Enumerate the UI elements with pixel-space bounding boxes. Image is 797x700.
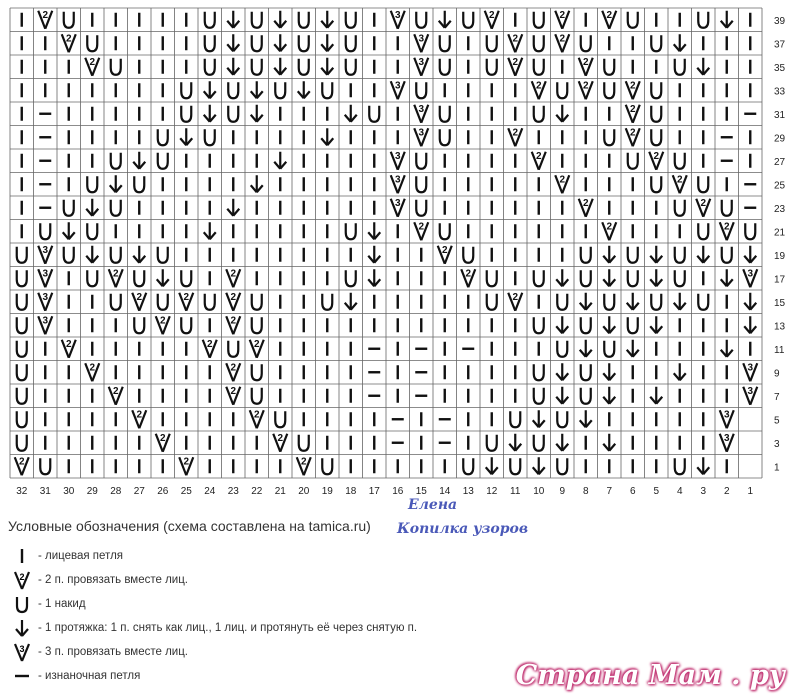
k3tog-number: 3 (42, 268, 49, 280)
yarn-over (722, 247, 732, 263)
yarn-over (228, 106, 238, 122)
row-number-label: 13 (774, 321, 786, 333)
yarn-over (534, 435, 544, 451)
column-number-label: 24 (204, 486, 216, 497)
row-number-label: 5 (774, 415, 780, 427)
yarn-over (698, 223, 708, 239)
column-number-label: 31 (39, 486, 51, 497)
yarn-over (205, 35, 215, 51)
yarn-over (463, 12, 473, 28)
column-number-label: 18 (345, 486, 357, 497)
brand-watermark: Страна Мам . ру (515, 660, 785, 691)
yarn-over (534, 317, 544, 333)
k2tog-number: 2 (559, 174, 566, 186)
yarn-over (534, 12, 544, 28)
yarn-over (369, 106, 379, 122)
yarn-over (534, 388, 544, 404)
yarn-over (17, 294, 27, 310)
yarn-over (134, 270, 144, 286)
author-signature: Елена (408, 497, 458, 513)
yarn-over (698, 12, 708, 28)
yarn-over (604, 129, 614, 145)
k3tog-number: 3 (723, 409, 730, 421)
yarn-over (299, 435, 309, 451)
column-number-label: 1 (747, 486, 754, 497)
yarn-over (346, 270, 356, 286)
yarn-over (487, 270, 497, 286)
k3tog-number: 3 (747, 385, 754, 397)
yarn-over (17, 341, 27, 357)
k2tog-number: 2 (559, 9, 566, 21)
k2tog-number: 2 (230, 291, 237, 303)
row-number-label: 7 (774, 391, 780, 403)
yarn-over (252, 364, 262, 380)
k3tog-number: 3 (394, 150, 401, 162)
k3tog-number: 3 (394, 174, 401, 186)
yarn-over (628, 270, 638, 286)
k2tog-number: 2 (488, 9, 495, 21)
yarn-over (440, 106, 450, 122)
svg-text:3: 3 (19, 644, 25, 654)
yarn-over (675, 200, 685, 216)
column-number-label: 5 (653, 486, 660, 497)
k2tog-number: 2 (441, 244, 448, 256)
column-number-label: 22 (251, 486, 263, 497)
yarn-over (557, 411, 567, 427)
k2tog-number: 2 (606, 221, 613, 233)
yarn-over (416, 200, 426, 216)
k2tog-number: 2 (159, 432, 166, 444)
row-number-label: 17 (774, 274, 786, 286)
yarn-over (64, 200, 74, 216)
row-number-label: 3 (774, 438, 780, 450)
yarn-over (299, 35, 309, 51)
yarn-over (205, 294, 215, 310)
yarn-over (581, 317, 591, 333)
yarn-over (64, 12, 74, 28)
yarn-over (252, 317, 262, 333)
k3tog-number: 3 (418, 103, 425, 115)
yarn-over (628, 247, 638, 263)
k2tog-number: 2 (582, 197, 589, 209)
yarn-over (651, 294, 661, 310)
yarn-over (487, 35, 497, 51)
yarn-over (581, 388, 591, 404)
k2tog-number: 2 (465, 268, 472, 280)
yarn-over (111, 153, 121, 169)
yarn-over (228, 82, 238, 98)
yarn-over (275, 82, 285, 98)
yarn-over (675, 247, 685, 263)
column-number-label: 7 (606, 486, 613, 497)
yarn-over (87, 176, 97, 192)
row-number-label: 19 (774, 250, 786, 262)
yarn-over (87, 270, 97, 286)
k2tog-number: 2 (42, 9, 49, 21)
yarn-over (557, 294, 567, 310)
row-number-label: 9 (774, 368, 780, 380)
yarn-over (17, 317, 27, 333)
k2tog-number: 2 (535, 80, 542, 92)
yarn-over (181, 106, 191, 122)
yarn-over (134, 176, 144, 192)
k2tog-number: 2 (582, 56, 589, 68)
k3tog-number: 3 (42, 244, 49, 256)
k2tog-number: 2 (723, 221, 730, 233)
k3tog-number: 3 (418, 33, 425, 45)
yarn-over (675, 458, 685, 474)
yarn-over (111, 59, 121, 75)
yarn-over (416, 82, 426, 98)
k3tog-number: 3 (418, 56, 425, 68)
column-number-label: 20 (298, 486, 310, 497)
k2tog-number: 2 (277, 432, 284, 444)
k2tog-number: 2 (418, 221, 425, 233)
row-number-label: 1 (774, 462, 780, 474)
k2tog-number: 2 (183, 291, 190, 303)
k3tog-number: 3 (723, 432, 730, 444)
k2tog-number: 2 (629, 103, 636, 115)
column-number-label: 32 (16, 486, 28, 497)
legend (8, 545, 568, 695)
yarn-over (487, 294, 497, 310)
yarn-over (111, 247, 121, 263)
yarn-over (158, 294, 168, 310)
yarn-over (581, 364, 591, 380)
row-number-label: 31 (774, 109, 786, 121)
yarn-over (722, 200, 732, 216)
yarn-over (87, 35, 97, 51)
yarn-over (17, 435, 27, 451)
k2tog-number: 2 (253, 338, 260, 350)
yarn-over (346, 223, 356, 239)
k3tog-number: 3 (42, 315, 49, 327)
yarn-over (111, 200, 121, 216)
yarn-over (440, 59, 450, 75)
yarn-over (181, 317, 191, 333)
column-number-label: 25 (180, 486, 192, 497)
k2tog-number: 2 (230, 385, 237, 397)
yarn-over (675, 59, 685, 75)
row-number-label: 35 (774, 62, 786, 74)
yarn-over (463, 247, 473, 263)
legend-item-knit: - лицевая петля (8, 545, 123, 567)
k2tog-number: 2 (512, 127, 519, 139)
yarn-over (299, 12, 309, 28)
yarn-over (17, 247, 27, 263)
yarn-over (651, 35, 661, 51)
yarn-over (581, 247, 591, 263)
k2tog-number: 2 (512, 33, 519, 45)
yarn-over (17, 364, 27, 380)
yarn-over (604, 82, 614, 98)
k3tog-number: 3 (747, 268, 754, 280)
yarn-over-icon (8, 593, 36, 615)
row-number-label: 39 (774, 15, 786, 27)
k2tog-number: 2 (183, 456, 190, 468)
yarn-over (628, 153, 638, 169)
k3tog-icon (8, 641, 36, 663)
row-number-label: 21 (774, 227, 786, 239)
yarn-over (158, 153, 168, 169)
yarn-over (510, 458, 520, 474)
k2tog-number: 2 (206, 338, 213, 350)
yarn-over (205, 12, 215, 28)
k2tog-number: 2 (629, 127, 636, 139)
column-number-label: 9 (559, 486, 566, 497)
yarn-over (299, 59, 309, 75)
yarn-over (416, 176, 426, 192)
row-number-label: 37 (774, 39, 786, 51)
column-number-label: 27 (133, 486, 145, 497)
yarn-over (604, 294, 614, 310)
svg-text:2: 2 (19, 572, 25, 582)
k2tog-number: 2 (136, 409, 143, 421)
column-number-label: 15 (415, 486, 427, 497)
yarn-over (440, 223, 450, 239)
yarn-over (87, 223, 97, 239)
k2tog-number: 2 (230, 362, 237, 374)
k2tog-number: 2 (700, 197, 707, 209)
k2tog-number: 2 (676, 174, 683, 186)
column-number-label: 28 (110, 486, 122, 497)
yarn-over (534, 270, 544, 286)
yarn-over (252, 59, 262, 75)
column-number-label: 23 (227, 486, 239, 497)
k3tog-number: 3 (394, 197, 401, 209)
column-number-label: 2 (723, 486, 730, 497)
yarn-over (557, 458, 567, 474)
k2tog-number: 2 (512, 291, 519, 303)
legend-item-yo: - 1 накид (8, 593, 86, 615)
k2tog-icon (8, 569, 36, 591)
k2tog-number: 2 (112, 385, 119, 397)
yarn-over (534, 59, 544, 75)
column-number-label: 10 (533, 486, 545, 497)
yarn-over (487, 435, 497, 451)
k2tog-number: 2 (89, 362, 96, 374)
collection-signature: Копилка узоров (397, 521, 529, 537)
yarn-over (17, 388, 27, 404)
yarn-over (745, 223, 755, 239)
k2tog-number: 2 (230, 315, 237, 327)
legend-item-purl: - изнаночная петля (8, 665, 140, 687)
column-number-label: 13 (462, 486, 474, 497)
yarn-over (346, 35, 356, 51)
column-number-label: 11 (510, 486, 521, 497)
yarn-over (275, 411, 285, 427)
yarn-over (557, 82, 567, 98)
column-number-label: 3 (700, 486, 707, 497)
yarn-over (604, 341, 614, 357)
yarn-over (628, 317, 638, 333)
k2tog-number: 2 (159, 315, 166, 327)
yarn-over (534, 364, 544, 380)
purl-stitch-icon (8, 665, 36, 687)
yarn-over (252, 35, 262, 51)
yarn-over (534, 35, 544, 51)
legend-item-k2tog: 2 - 2 п. провязать вместе лиц. (8, 569, 188, 591)
yarn-over (440, 35, 450, 51)
yarn-over (698, 176, 708, 192)
yarn-over (40, 223, 50, 239)
yarn-over (510, 411, 520, 427)
yarn-over (158, 129, 168, 145)
yarn-over (181, 82, 191, 98)
column-number-label: 6 (629, 486, 636, 497)
column-number-label: 12 (486, 486, 498, 497)
k2tog-number: 2 (89, 56, 96, 68)
k3tog-number: 3 (394, 80, 401, 92)
row-number-label: 15 (774, 297, 786, 309)
k2tog-number: 2 (535, 150, 542, 162)
column-number-label: 8 (582, 486, 589, 497)
yarn-over (64, 247, 74, 263)
yarn-over (698, 294, 708, 310)
row-number-label: 23 (774, 203, 786, 215)
yarn-over (675, 153, 685, 169)
k3tog-number: 3 (394, 9, 401, 21)
yarn-over (17, 270, 27, 286)
k3tog-number: 3 (42, 291, 49, 303)
k2tog-number: 2 (112, 268, 119, 280)
yarn-over (440, 129, 450, 145)
row-number-label: 27 (774, 156, 786, 168)
column-number-label: 16 (392, 486, 404, 497)
row-number-label: 33 (774, 86, 786, 98)
yarn-over (651, 129, 661, 145)
yarn-over (416, 12, 426, 28)
row-number-label: 25 (774, 180, 786, 192)
yarn-over (158, 247, 168, 263)
yarn-over (487, 59, 497, 75)
column-number-label: 21 (274, 486, 286, 497)
yarn-over (252, 388, 262, 404)
yarn-over (581, 270, 591, 286)
k3tog-number: 3 (418, 127, 425, 139)
column-number-label: 19 (321, 486, 333, 497)
yarn-over (252, 294, 262, 310)
legend-item-k3tog: 3 - 3 п. провязать вместе лиц. (8, 641, 188, 663)
k2tog-number: 2 (606, 9, 613, 21)
column-number-label: 17 (368, 486, 380, 497)
row-number-label: 11 (774, 344, 785, 356)
legend-item-ssk: - 1 протяжка: 1 п. снять как лиц., 1 лиц. и протянуть её через снятую п. (8, 617, 417, 639)
k2tog-number: 2 (559, 33, 566, 45)
yarn-over (557, 341, 567, 357)
column-number-label: 14 (439, 486, 451, 497)
column-number-label: 29 (86, 486, 98, 497)
slip-knit-pass-icon (8, 617, 36, 639)
k2tog-number: 2 (629, 80, 636, 92)
knit-stitch-icon (8, 545, 36, 567)
k2tog-number: 2 (230, 268, 237, 280)
k2tog-number: 2 (653, 150, 660, 162)
yarn-over (628, 12, 638, 28)
yarn-over (17, 411, 27, 427)
yarn-over (181, 270, 191, 286)
column-number-label: 4 (676, 486, 683, 497)
k3tog-number: 3 (747, 362, 754, 374)
yarn-over (322, 294, 332, 310)
yarn-over (463, 458, 473, 474)
yarn-over (252, 12, 262, 28)
yarn-over (40, 458, 50, 474)
k2tog-number: 2 (512, 56, 519, 68)
k2tog-number: 2 (65, 338, 72, 350)
yarn-over (534, 106, 544, 122)
yarn-over (111, 294, 121, 310)
yarn-over (346, 59, 356, 75)
k2tog-number: 2 (18, 456, 25, 468)
yarn-over (651, 106, 661, 122)
yarn-over (651, 82, 661, 98)
yarn-over (205, 59, 215, 75)
yarn-over (581, 35, 591, 51)
column-number-label: 26 (157, 486, 169, 497)
k2tog-number: 2 (253, 409, 260, 421)
yarn-over (675, 270, 685, 286)
yarn-over (346, 12, 356, 28)
yarn-over (134, 317, 144, 333)
k2tog-number: 2 (300, 456, 307, 468)
yarn-over (322, 458, 332, 474)
yarn-over (604, 59, 614, 75)
k2tog-number: 2 (582, 80, 589, 92)
k2tog-number: 2 (65, 33, 72, 45)
legend-title: Условные обозначения (схема составлена на tamica.ru) (8, 518, 371, 534)
row-number-label: 29 (774, 133, 786, 145)
column-number-label: 30 (63, 486, 75, 497)
yarn-over (205, 129, 215, 145)
yarn-over (651, 176, 661, 192)
k2tog-number: 2 (136, 291, 143, 303)
yarn-over (416, 153, 426, 169)
yarn-over (322, 82, 332, 98)
yarn-over (228, 341, 238, 357)
